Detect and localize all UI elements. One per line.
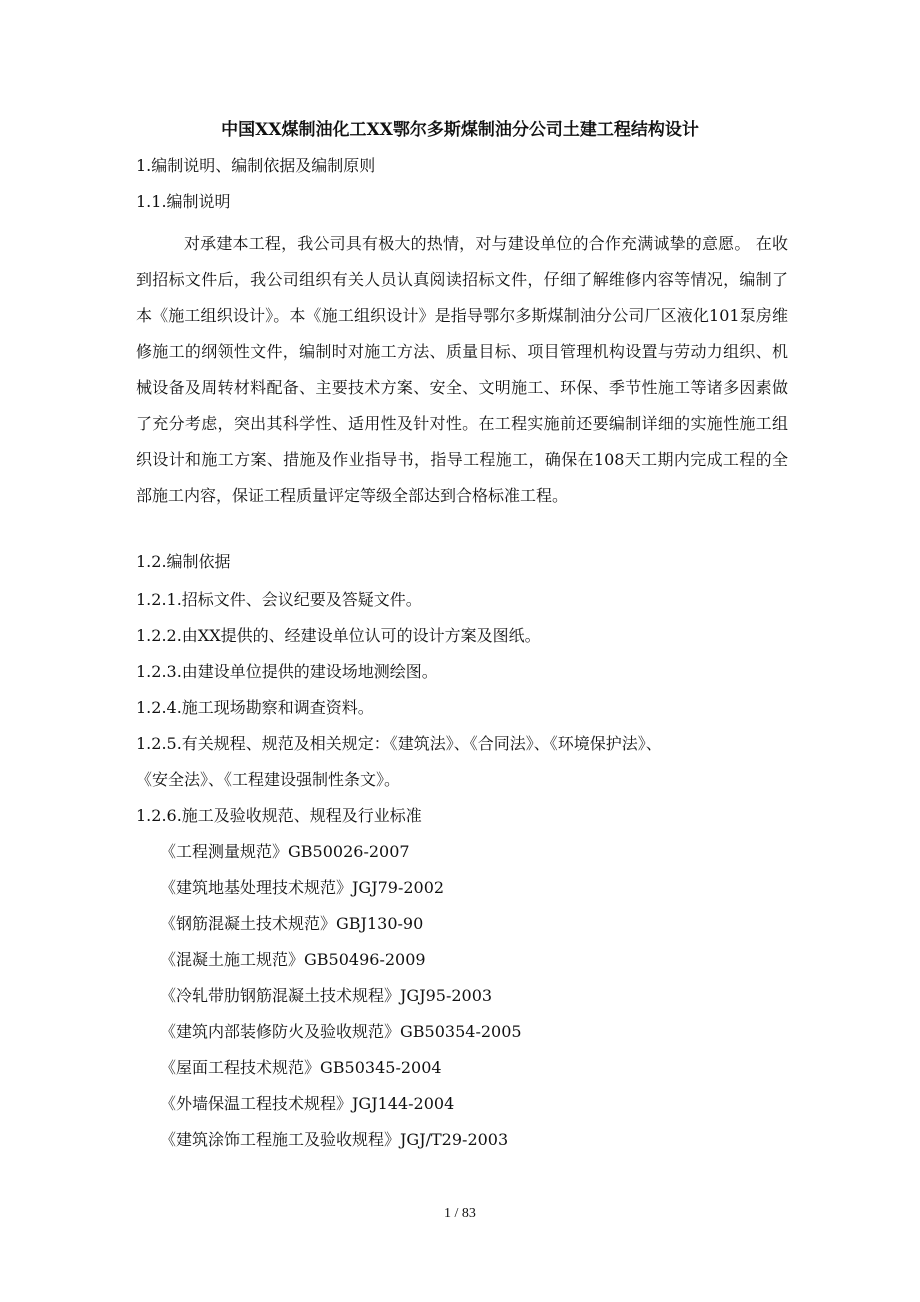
basis-item-continuation: 《安全法》、《工程建设强制性条文》。 [136,770,401,789]
basis-heading: 1.2.编制依据 [136,552,231,571]
standard-item: 《钢筋混凝土技术规范》GBJ130-90 [160,914,424,933]
basis-item: 1.2.2.由XX提供的、经建设单位认可的设计方案及图纸。 [136,626,541,645]
basis-item: 1.2.5.有关规程、规范及相关规定：《建筑法》、《合同法》、《环境保护法》、 [136,734,662,753]
standard-item: 《冷轧带肋钢筋混凝土技术规程》JGJ95-2003 [160,986,493,1005]
page-number: 1 / 83 [444,1206,476,1221]
section-heading-1-1: 1.1.编制说明 [136,192,231,211]
basis-item: 1.2.4.施工现场勘察和调查资料。 [136,698,374,717]
standard-item: 《建筑地基处理技术规范》JGJ79-2002 [160,878,445,897]
intro-paragraph: 对承建本工程，我公司具有极大的热情，对与建设单位的合作充满诚挚的意愿。 在收到招标文件后，我公司组织有关人员认真阅读招标文件，仔细了解维修内容等情况，编制了本《施工组织设计》。本《施工组织设计》是指导鄂尔多斯煤制油分公司厂区液化101泵房维修施工的纲领性文件，编制时对施工方法、质量目标、项目管理机构设置与劳动力组织、机械设备及周转材料配备、主要技术方案、安全、文明施工、环保、季节性施工等诸多因素做了充分考虑，突出其科学性、适用性及针对性。在工程实施前还要编制详细的实施性施工组织设计和施工方案、措施及作业指导书，指导工程施工，确保在108天工期内完成工程的全部施工内容，保证工程质量评定等级全部达到合格标准工程。 [136,234,788,505]
basis-item: 1.2.3.由建设单位提供的建设场地测绘图。 [136,662,438,681]
basis-item: 1.2.6.施工及验收规范、规程及行业标准 [136,806,422,825]
standard-item: 《建筑涂饰工程施工及验收规程》JGJ/T29-2003 [160,1130,509,1149]
standard-item: 《混凝土施工规范》GB50496-2009 [160,950,426,969]
standard-item: 《建筑内部装修防火及验收规范》GB50354-2005 [160,1022,522,1041]
document-title: 中国XX煤制油化工XX鄂尔多斯煤制油分公司土建工程结构设计 [221,120,699,140]
standard-item: 《屋面工程技术规范》GB50345-2004 [160,1058,442,1077]
section-heading-1: 1.编制说明、编制依据及编制原则 [136,156,376,175]
basis-item: 1.2.1.招标文件、会议纪要及答疑文件。 [136,590,422,609]
standard-item: 《工程测量规范》GB50026-2007 [160,842,410,861]
standard-item: 《外墙保温工程技术规程》JGJ144-2004 [160,1094,455,1113]
